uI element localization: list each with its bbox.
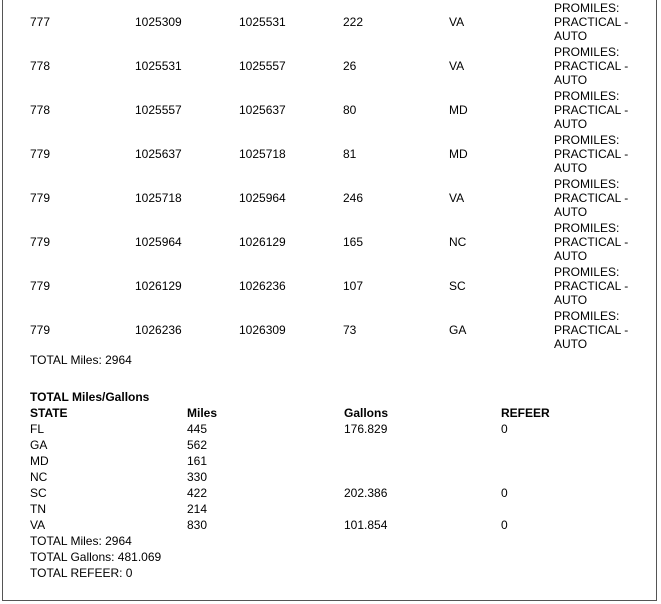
summary-total-refeer: TOTAL REFEER: 0 bbox=[30, 566, 133, 580]
summary-row bbox=[30, 437, 650, 453]
mileage-source bbox=[554, 45, 649, 87]
start-odometer: 1025531 bbox=[135, 59, 182, 73]
mileage-source bbox=[554, 265, 649, 307]
summary-row bbox=[30, 469, 650, 485]
mileage-source-line: PRACTICAL - bbox=[554, 323, 629, 337]
mileage-source-line: PRACTICAL - bbox=[554, 147, 629, 161]
mileage-source-line: PROMILES: bbox=[554, 265, 620, 279]
trip-miles: 107 bbox=[343, 279, 364, 293]
summary-state: MD bbox=[30, 454, 49, 468]
mileage-source-line: AUTO bbox=[554, 29, 588, 43]
trip-number: 779 bbox=[30, 147, 51, 161]
mileage-source bbox=[554, 1, 649, 43]
trip-state: SC bbox=[449, 279, 466, 293]
summary-gallons: 202.386 bbox=[344, 486, 388, 500]
summary-refeer: 0 bbox=[501, 518, 508, 532]
trip-row bbox=[28, 0, 653, 44]
trip-miles: 246 bbox=[343, 191, 364, 205]
mileage-source-line: PRACTICAL - bbox=[554, 235, 629, 249]
trip-state: VA bbox=[449, 191, 465, 205]
end-odometer: 1026309 bbox=[239, 323, 286, 337]
mileage-source bbox=[554, 89, 649, 131]
trip-miles: 222 bbox=[343, 15, 364, 29]
end-odometer: 1025637 bbox=[239, 103, 286, 117]
summary-miles: 830 bbox=[187, 518, 208, 532]
start-odometer: 1025637 bbox=[135, 147, 182, 161]
trip-row bbox=[28, 220, 653, 264]
summary-miles: 330 bbox=[187, 470, 208, 484]
end-odometer: 1025531 bbox=[239, 15, 286, 29]
trip-miles: 81 bbox=[343, 147, 357, 161]
summary-refeer: 0 bbox=[501, 422, 508, 436]
summary-state: VA bbox=[30, 518, 46, 532]
mileage-source-line: PRACTICAL - bbox=[554, 103, 629, 117]
trip-state: MD bbox=[449, 147, 468, 161]
mileage-source-line: PROMILES: bbox=[554, 309, 620, 323]
mileage-source bbox=[554, 221, 649, 263]
summary-miles: 161 bbox=[187, 454, 208, 468]
trip-row bbox=[28, 44, 653, 88]
header-miles: Miles bbox=[187, 406, 218, 420]
trip-miles: 26 bbox=[343, 59, 357, 73]
header-refeer: REFEER bbox=[501, 406, 550, 420]
mileage-source-line: AUTO bbox=[554, 73, 588, 87]
summary-section bbox=[30, 389, 650, 581]
mileage-source-line: PROMILES: bbox=[554, 177, 620, 191]
trip-number: 778 bbox=[30, 59, 51, 73]
mileage-source-line: PROMILES: bbox=[554, 221, 620, 235]
summary-title: TOTAL Miles/Gallons bbox=[30, 390, 150, 404]
start-odometer: 1026129 bbox=[135, 279, 182, 293]
mileage-source bbox=[554, 177, 649, 219]
mileage-source-line: PROMILES: bbox=[554, 133, 620, 147]
start-odometer: 1025718 bbox=[135, 191, 182, 205]
start-odometer: 1026236 bbox=[135, 323, 182, 337]
summary-state: NC bbox=[30, 470, 48, 484]
summary-state: TN bbox=[30, 502, 46, 516]
summary-row bbox=[30, 517, 650, 533]
header-gallons: Gallons bbox=[344, 406, 389, 420]
mileage-source-line: PROMILES: bbox=[554, 45, 620, 59]
end-odometer: 1026236 bbox=[239, 279, 286, 293]
summary-refeer: 0 bbox=[501, 486, 508, 500]
mileage-source-line: PROMILES: bbox=[554, 1, 620, 15]
mileage-source-line: PRACTICAL - bbox=[554, 59, 629, 73]
mileage-source-line: AUTO bbox=[554, 161, 588, 175]
summary-gallons: 176.829 bbox=[344, 422, 388, 436]
mileage-source-line: AUTO bbox=[554, 249, 588, 263]
mileage-source-line: AUTO bbox=[554, 293, 588, 307]
summary-gallons: 101.854 bbox=[344, 518, 388, 532]
trip-miles: 73 bbox=[343, 323, 357, 337]
trip-total-miles: TOTAL Miles: 2964 bbox=[30, 353, 132, 367]
trip-state: GA bbox=[449, 323, 467, 337]
trip-table bbox=[28, 0, 653, 352]
start-odometer: 1025964 bbox=[135, 235, 182, 249]
summary-miles: 445 bbox=[187, 422, 208, 436]
trip-number: 779 bbox=[30, 235, 51, 249]
summary-row bbox=[30, 485, 650, 501]
summary-total-gallons: TOTAL Gallons: 481.069 bbox=[30, 550, 162, 564]
mileage-source-line: AUTO bbox=[554, 337, 588, 351]
trip-miles: 165 bbox=[343, 235, 364, 249]
mileage-source bbox=[554, 309, 649, 351]
start-odometer: 1025309 bbox=[135, 15, 182, 29]
trip-state: NC bbox=[449, 235, 467, 249]
summary-row bbox=[30, 453, 650, 469]
trip-state: MD bbox=[449, 103, 468, 117]
trip-number: 779 bbox=[30, 279, 51, 293]
mileage-source-line: PRACTICAL - bbox=[554, 279, 629, 293]
mileage-source-line: PROMILES: bbox=[554, 89, 620, 103]
start-odometer: 1025557 bbox=[135, 103, 182, 117]
trip-state: VA bbox=[449, 59, 465, 73]
trip-row bbox=[28, 176, 653, 220]
mileage-source bbox=[554, 133, 649, 175]
trip-miles: 80 bbox=[343, 103, 357, 117]
end-odometer: 1026129 bbox=[239, 235, 286, 249]
summary-row bbox=[30, 501, 650, 517]
summary-miles: 562 bbox=[187, 438, 208, 452]
trip-number: 779 bbox=[30, 323, 51, 337]
summary-rows bbox=[30, 421, 650, 533]
mileage-source-line: PRACTICAL - bbox=[554, 15, 629, 29]
summary-state: FL bbox=[30, 422, 45, 436]
trip-number: 779 bbox=[30, 191, 51, 205]
trip-number: 777 bbox=[30, 15, 51, 29]
end-odometer: 1025718 bbox=[239, 147, 286, 161]
trip-number: 778 bbox=[30, 103, 51, 117]
trip-row bbox=[28, 88, 653, 132]
end-odometer: 1025557 bbox=[239, 59, 286, 73]
summary-total-miles: TOTAL Miles: 2964 bbox=[30, 534, 132, 548]
mileage-source-line: AUTO bbox=[554, 117, 588, 131]
header-state: STATE bbox=[30, 406, 68, 420]
summary-state: GA bbox=[30, 438, 48, 452]
mileage-source-line: PRACTICAL - bbox=[554, 191, 629, 205]
summary-state: SC bbox=[30, 486, 47, 500]
summary-header-row bbox=[30, 405, 650, 421]
trip-row bbox=[28, 264, 653, 308]
mileage-source-line: AUTO bbox=[554, 205, 588, 219]
trip-row bbox=[28, 132, 653, 176]
trip-state: VA bbox=[449, 15, 465, 29]
summary-row bbox=[30, 421, 650, 437]
summary-miles: 422 bbox=[187, 486, 208, 500]
trip-row bbox=[28, 308, 653, 352]
summary-miles: 214 bbox=[187, 502, 208, 516]
end-odometer: 1025964 bbox=[239, 191, 286, 205]
